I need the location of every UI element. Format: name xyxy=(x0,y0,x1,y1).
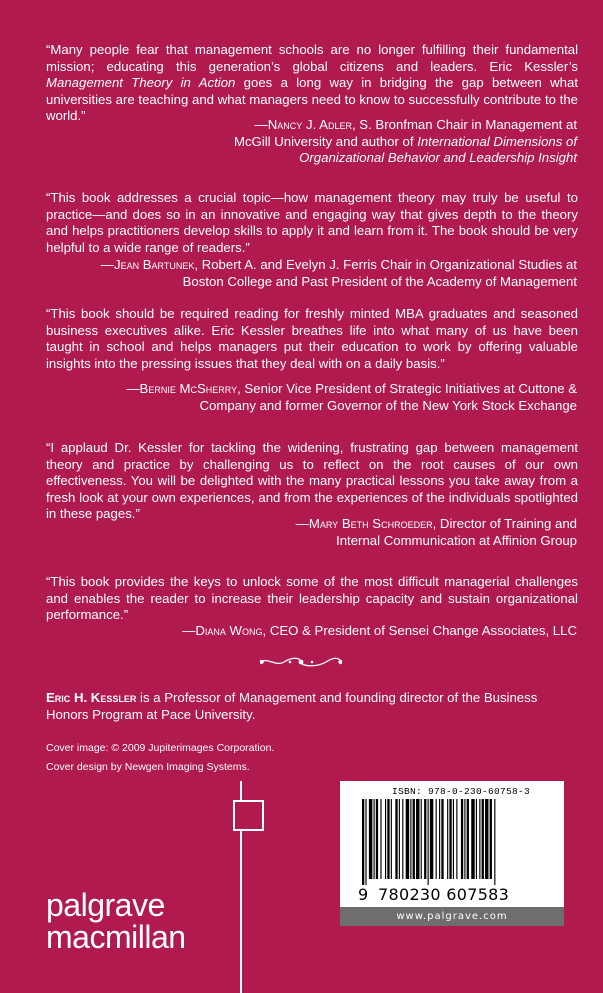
endorsement-quote-4 xyxy=(46,440,578,523)
ornament-divider-icon xyxy=(258,655,344,669)
book-title: Management Theory in Action xyxy=(46,75,236,91)
endorsement-attribution-3: —Bernie McSherry, Senior Vice President of Strategic Initiatives at Cuttone & Company and former Governor of the New York Stock Exchange xyxy=(126,381,577,413)
logo-line-bottom xyxy=(240,831,242,993)
bio-text: is a Professor of Management and founding director of the Business Honors Program at Pace University. xyxy=(46,690,538,722)
quote-text: “I applaud Dr. Kessler for tackling the widening, frustrating gap between management theory and practice by challenging us to reflect on the root causes of our own effectiveness. You will be delighted with the many practical lessons you take away from a fresh look at your own experiences, and from the experiences of the individuals spotlighted in these pages.” xyxy=(46,440,578,522)
publisher-name: palgrave xyxy=(46,887,165,923)
quote-text: goes a long way in bridging the gap between what universities are teaching and what managers need to know to successfully contribute to the world.” xyxy=(46,75,578,124)
cover-design-credit: Cover design by Newgen Imaging Systems. xyxy=(46,761,250,773)
endorsement-attribution-1: —Nancy J. Adler, S. Bronfman Chair in Management at McGill University and author of International Dimensions of Organizational Behavior and Leadership Insight xyxy=(233,117,577,166)
endorser-name: Nancy J. Adler xyxy=(267,117,352,132)
endorsement-attribution-2: —Jean Bartunek, Robert A. and Evelyn J. Ferris Chair in Organizational Studies at Boston College and Past President of the Academy of Management xyxy=(100,257,577,289)
endorser-name: Mary Beth Schroeder xyxy=(308,516,433,531)
endorsement-quote-5 xyxy=(46,574,578,624)
palgrave-logo-icon xyxy=(233,800,264,831)
endorser-name: Jean Bartunek xyxy=(113,257,195,272)
publisher-url: www.palgrave.com xyxy=(340,907,564,926)
barcode-icon xyxy=(356,799,552,887)
quote-text: “This book provides the keys to unlock some of the most difficult managerial challenges and enables the reader to increase their leadership capacity and sustain organizational performance.” xyxy=(46,574,578,623)
barcode-panel xyxy=(340,781,564,926)
logo-line-top xyxy=(240,781,242,800)
cover-image-credit: Cover image: © 2009 Jupiterimages Corporation. xyxy=(46,742,275,754)
barcode-first-digit: 9 xyxy=(358,885,369,904)
barcode-digits: 780230 607583 xyxy=(378,885,510,904)
isbn-label: ISBN: 978-0-230-60758-3 xyxy=(392,786,531,797)
quote-text: “This book should be required reading for freshly minted MBA graduates and seasoned business executives alike. Eric Kessler breathes life into what many of us have been taught in school and helps managers put their education to work by offering valuable insights into the pressing issues that they deal with on a daily basis.” xyxy=(46,306,578,371)
endorsement-attribution-4: —Mary Beth Schroeder, Director of Training and Internal Communication at Affinion Group xyxy=(295,516,577,548)
endorsement-quote-1 xyxy=(46,42,578,125)
quote-text: “This book addresses a crucial topic—how management theory may truly be useful to practice—and does so in an innovative and engaging way that gives depth to the theory and helps practitioners develop skills to apply it and learn from it. The book should be very helpful to a wide range of readers.” xyxy=(46,190,578,255)
author-bio xyxy=(46,690,578,723)
endorsement-quote-2 xyxy=(46,190,578,256)
endorser-name: Diana Wong xyxy=(195,623,263,638)
quote-text: “Many people fear that management schools are no longer fulfilling their fundamental mission; educating this generation’s global citizens and leaders. Eric Kessler’s xyxy=(46,42,578,74)
endorsement-quote-3 xyxy=(46,306,578,372)
endorsement-attribution-5: —Diana Wong, CEO & President of Sensei Change Associates, LLC xyxy=(182,623,577,638)
endorser-name: Bernie McSherry xyxy=(139,381,238,396)
author-name: Eric H. Kessler xyxy=(46,690,137,705)
publisher-imprint: macmillan xyxy=(46,919,186,955)
